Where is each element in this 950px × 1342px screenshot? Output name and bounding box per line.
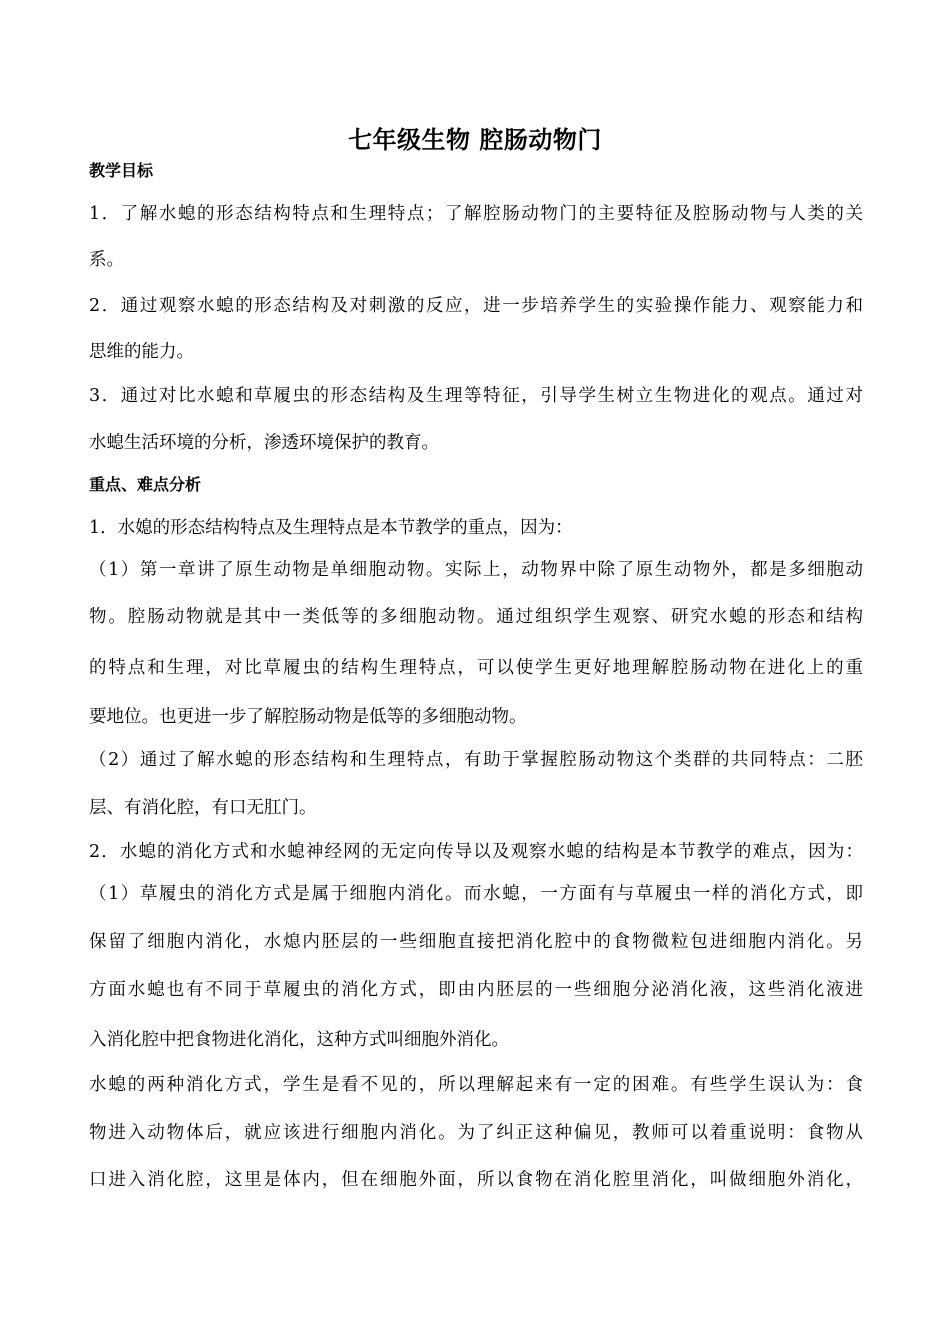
paragraph-line: 物进入动物体后，就应该进行细胞内消化。为了纠正这种偏见，教师可以着重说明：食物从 xyxy=(89,1123,863,1143)
paragraph-line: 1．水媳的形态结构特点及生理特点是本节教学的重点，因为： xyxy=(89,518,573,538)
paragraph-line: 入消化腔中把食物进化消化，这种方式叫细胞外消化。 xyxy=(89,1030,509,1050)
paragraph-line: 2．通过观察水螅的形态结构及对刺激的反应，进一步培养学生的实验操作能力、观察能力和 xyxy=(89,296,863,316)
paragraph-line: 的特点和生理，对比草履虫的结构生理特点，可以使学生更好地理解腔肠动物在进化上的重 xyxy=(89,658,863,678)
paragraph-line: 层、有消化腔，有口无肛门。 xyxy=(89,798,317,818)
page-title: 七年级生物 腔肠动物门 xyxy=(348,126,602,154)
paragraph-line: 保留了细胞内消化，水熄内胚层的一些细胞直接把消化腔中的食物微粒包进细胞内消化。另 xyxy=(89,932,863,952)
paragraph-line: 口进入消化腔，这里是体内，但在细胞外面，所以食物在消化腔里消化，叫做细胞外消化， xyxy=(89,1170,863,1190)
paragraph-line: 水螅生活环境的分析，渗透环境保护的教育。 xyxy=(89,433,439,453)
paragraph-line: 水螅的两种消化方式，学生是看不见的，所以理解起来有一定的困难。有些学生误认为：食 xyxy=(89,1075,863,1095)
paragraph-line: 1．了解水螅的形态结构特点和生理特点；了解腔肠动物门的主要特征及腔肠动物与人类的关 xyxy=(89,204,863,224)
paragraph-line: 3．通过对比水螅和草履虫的形态结构及生理等特征，引导学生树立生物进化的观点。通过对 xyxy=(89,386,863,406)
paragraph-line: 2．水螅的消化方式和水螅神经网的无定向传导以及观察水螅的结构是本节教学的难点，因为： xyxy=(89,842,863,862)
paragraph-line: 方面水螅也有不同于草履虫的消化方式，即由内胚层的一些细胞分泌消化液，这些消化液进 xyxy=(89,980,863,1000)
paragraph-line: （1）草履虫的消化方式是属于细胞内消化。而水螅，一方面有与草履虫一样的消化方式，即 xyxy=(89,884,863,904)
paragraph-line: （1）第一章讲了原生动物是单细胞动物。实际上，动物界中除了原生动物外，都是多细胞动 xyxy=(89,560,863,580)
paragraph-line: 要地位。也更进一步了解腔肠动物是低等的多细胞动物。 xyxy=(89,707,527,727)
section-heading-key-points: 重点、难点分析 xyxy=(89,475,202,494)
paragraph-line: 思维的能力。 xyxy=(89,342,194,362)
section-heading-teaching-goals: 教学目标 xyxy=(89,161,154,180)
paragraph-line: 物。腔肠动物就是其中一类低等的多细胞动物。通过组织学生观察、研究水螅的形态和结构 xyxy=(89,607,863,627)
paragraph-line: 系。 xyxy=(89,250,124,270)
paragraph-line: （2）通过了解水螅的形态结构和生理特点，有助于掌握腔肠动物这个类群的共同特点：二胚 xyxy=(89,750,863,770)
